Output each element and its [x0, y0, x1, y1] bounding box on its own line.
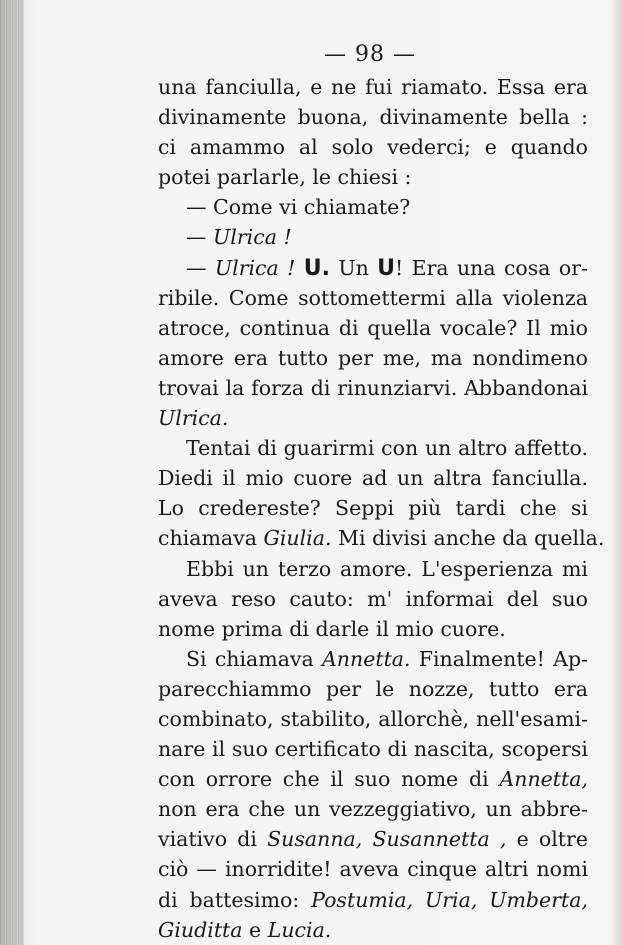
text-line: nare il suo certificato di nascita, scopersi: [158, 737, 588, 762]
text-line: potei parlarle, le chiesi :: [158, 165, 412, 190]
page-text: [158, 72, 605, 945]
letter-u: U: [377, 255, 396, 281]
name-uria: Uria,: [424, 887, 478, 912]
text-line: ci amammo al solo vederci; e quando: [158, 135, 588, 160]
text-line: ribile. Come sottomettermi alla violenza: [158, 285, 588, 310]
text-line: Diedi il mio cuore ad un altra fanciulla.: [158, 466, 588, 491]
text-line: amore era tutto per me, ma nondimeno: [158, 345, 588, 370]
text-line: combinato, stabilito, allorchè, nell'esami-: [158, 706, 588, 731]
name-umberta: Umberta,: [489, 887, 588, 912]
name-giulia: Giulia.: [263, 526, 332, 551]
dialogue-line: — Ulrica ! U. Un U! Era una cosa or-: [186, 255, 588, 281]
text-line: Ebbi un terzo amore. L'esperienza mi: [186, 556, 588, 581]
text-line: nome prima di darle il mio cuore.: [158, 616, 506, 641]
text-line: Si chiamava Annetta. Finalmente! Ap-: [186, 646, 588, 671]
text-line: aveva reso cauto: m' informai del suo: [158, 586, 588, 611]
name-giuditta: Giuditta: [158, 917, 243, 942]
name-lucia: Lucia.: [267, 917, 332, 942]
text-line: divinamente buona, divinamente bella :: [158, 105, 588, 130]
name-annetta: Annetta,: [499, 767, 588, 792]
text-line: viativo di Susanna, Susannetta , e oltre: [158, 827, 588, 852]
name-susannetta: Susannetta ,: [372, 827, 507, 852]
text-line: non era che un vezzeggiativo, un abbre-: [158, 797, 588, 822]
page-number: — 98 —: [324, 42, 416, 67]
name-postumia: Postumia,: [311, 887, 414, 912]
text-line: una fanciulla, e ne fui riamato. Essa era: [158, 75, 588, 99]
dialogue-line: — Ulrica !: [186, 225, 292, 250]
book-binding-edge: [0, 0, 24, 945]
name-susanna: Susanna,: [267, 827, 363, 852]
text-line: Giuditta e Lucia.: [158, 917, 332, 942]
name-annetta: Annetta.: [321, 646, 411, 671]
text-line: atroce, continua di quella vocale? Il mio: [158, 315, 588, 340]
text-line: parecchiammo per le nozze, tutto era: [158, 676, 588, 701]
dialogue-line: — Come vi chiamate?: [186, 195, 411, 220]
text-line: con orrore che il suo nome di Annetta,: [158, 767, 588, 792]
page-right-edge: [610, 0, 622, 945]
name-ulrica: Ulrica !: [213, 225, 292, 250]
text-line: Lo credereste? Seppi più tardi che si: [158, 496, 588, 521]
text-line: trovai la forza di rinunziarvi. Abbandonai: [158, 375, 588, 400]
text-line: di battesimo: Postumia, Uria, Umberta,: [158, 887, 588, 912]
text-line: ciò — inorridite! aveva cinque altri nomi: [158, 857, 588, 882]
text-line: Tentai di guarirmi con un altro affetto.: [186, 436, 588, 461]
text-line: chiamava Giulia. Mi divisi anche da quella.: [158, 526, 605, 551]
letter-u: U.: [303, 255, 330, 281]
name-ulrica: Ulrica.: [158, 406, 229, 431]
text-line: [158, 403, 588, 433]
name-ulrica: Ulrica !: [214, 255, 296, 280]
